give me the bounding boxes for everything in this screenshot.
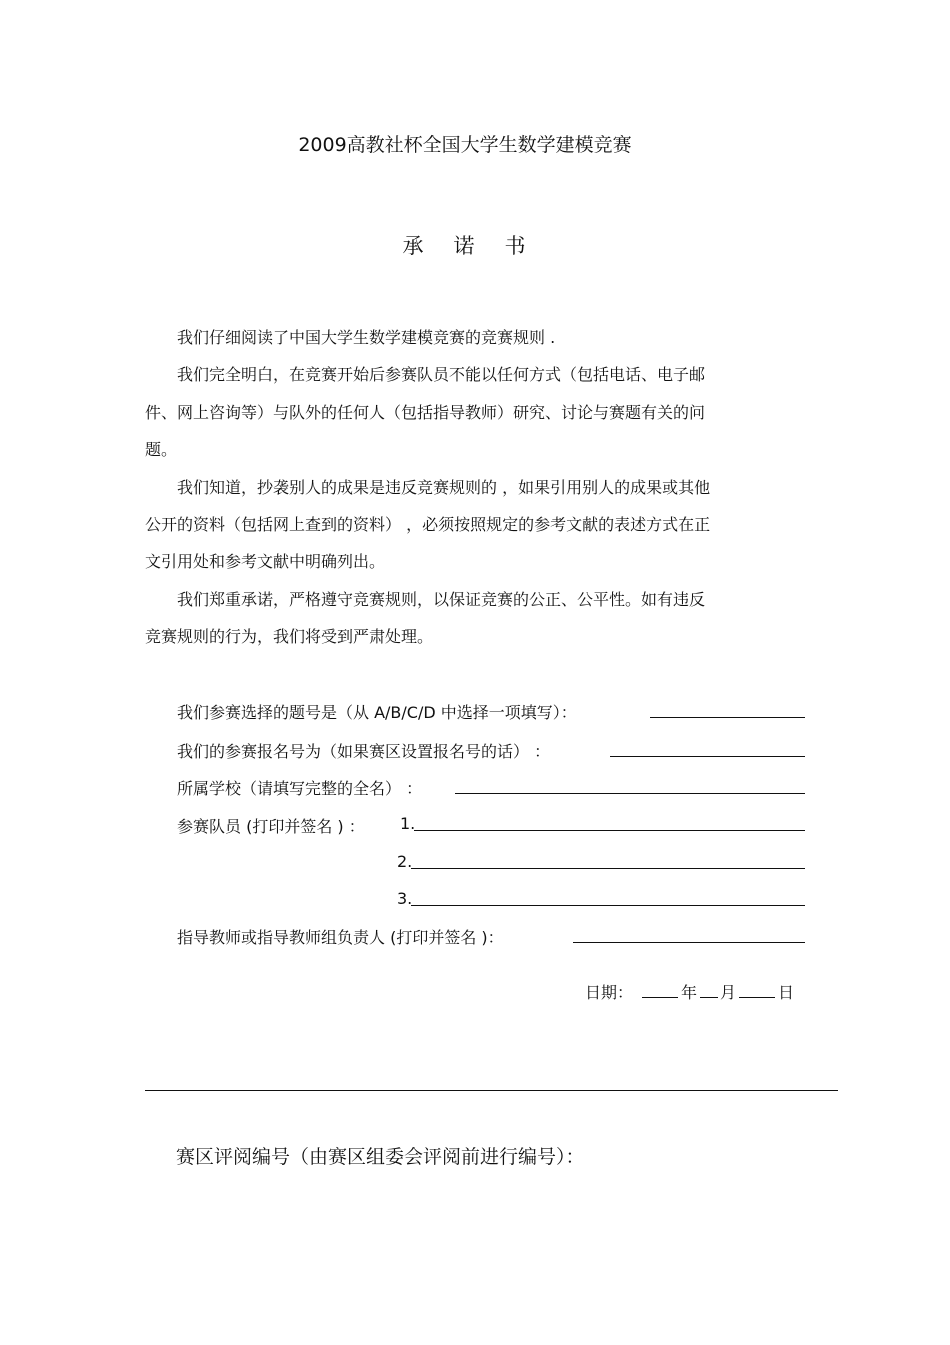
day-field[interactable] xyxy=(739,997,775,998)
year-field[interactable] xyxy=(642,997,678,998)
year-label: 年 xyxy=(681,983,698,1002)
advisor-field[interactable] xyxy=(573,942,805,943)
school-field[interactable] xyxy=(455,793,805,794)
problem-number-label: 我们参赛选择的题号是（从 A/B/C/D 中选择一项填写）： xyxy=(177,703,577,722)
date-label: 日期： xyxy=(585,983,634,1002)
paragraph-2-line-1: 我们完全明白，在竞赛开始后参赛队员不能以任何方式（包括电话、电子邮 xyxy=(177,365,706,384)
registration-number-field[interactable] xyxy=(610,756,805,757)
review-number-label: 赛区评阅编号（由赛区组委会评阅前进行编号）： xyxy=(176,1146,585,1168)
member-3-field[interactable] xyxy=(411,905,805,906)
school-label: 所属学校（请填写完整的全名） ： xyxy=(177,779,423,798)
team-members-label: 参赛队员 (打印并签名 ) ： xyxy=(177,817,365,836)
registration-number-label: 我们的参赛报名号为（如果赛区设置报名号的话） ： xyxy=(177,742,551,761)
paragraph-3-line-1: 我们知道，抄袭别人的成果是违反竞赛规则的 ，如果引用别人的成果或其他 xyxy=(177,478,711,497)
day-label: 日 xyxy=(778,983,795,1002)
paragraph-2-line-3: 题。 xyxy=(145,440,178,459)
member-2-number: 2. xyxy=(397,852,413,871)
member-3-number: 3. xyxy=(397,889,413,908)
month-field[interactable] xyxy=(700,997,718,998)
page-title: 2009高教社杯全国大学生数学建模竞赛 xyxy=(298,134,632,156)
paragraph-3-line-3: 文引用处和参考文献中明确列出。 xyxy=(145,552,386,571)
member-1-field[interactable] xyxy=(414,830,805,831)
advisor-label: 指导教师或指导教师组负责人 (打印并签名 )： xyxy=(177,928,504,947)
paragraph-1: 我们仔细阅读了中国大学生数学建模竞赛的竞赛规则 . xyxy=(177,328,556,347)
section-heading: 承诺书 xyxy=(402,234,556,258)
month-label: 月 xyxy=(720,983,737,1002)
member-1-number: 1. xyxy=(400,814,416,833)
paragraph-4-line-2: 竞赛规则的行为，我们将受到严肃处理。 xyxy=(145,627,434,646)
paragraph-2-line-2: 件、网上咨询等）与队外的任何人（包括指导教师）研究、讨论与赛题有关的问 xyxy=(145,403,706,422)
paragraph-4-line-1: 我们郑重承诺，严格遵守竞赛规则，以保证竞赛的公正、公平性。如有违反 xyxy=(177,590,706,609)
problem-number-field[interactable] xyxy=(650,717,805,718)
paragraph-3-line-2: 公开的资料（包括网上查到的资料） ，必须按照规定的参考文献的表述方式在正 xyxy=(145,515,711,534)
member-2-field[interactable] xyxy=(411,868,805,869)
divider-line xyxy=(145,1090,838,1091)
